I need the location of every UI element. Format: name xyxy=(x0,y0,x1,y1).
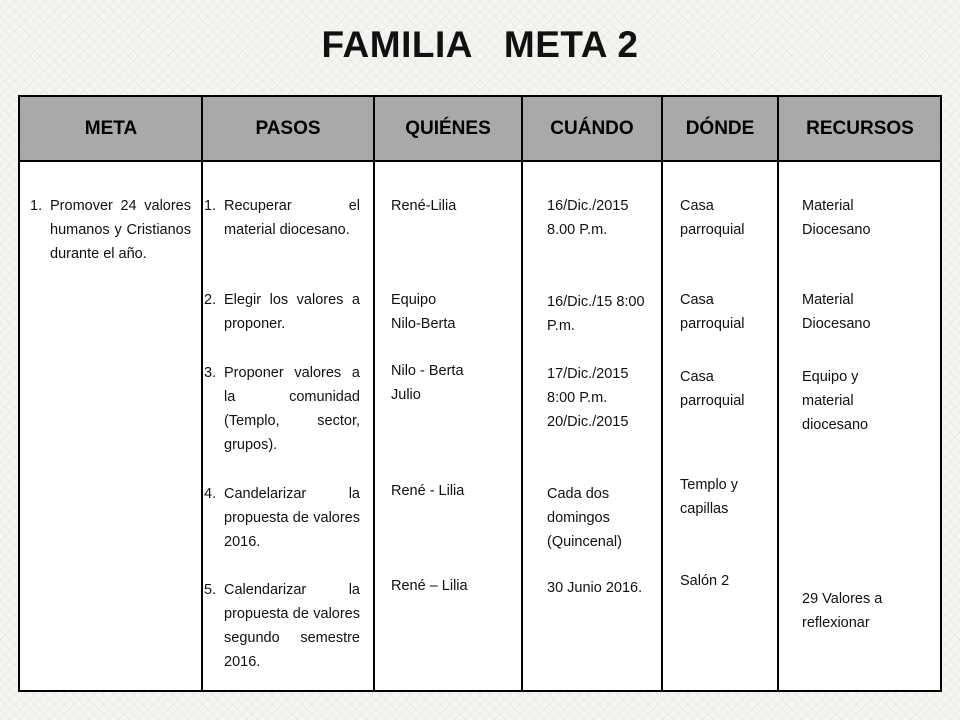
quienes-entry: René-Lilia xyxy=(391,198,457,214)
cuando-entry: 16/Dic./15 8:00 P.m. xyxy=(547,294,645,334)
pasos-item-number: 1. xyxy=(204,198,217,214)
pasos-item-number: 4. xyxy=(204,486,217,502)
pasos-item-text: Candelarizar la propuesta de valores 2016. xyxy=(224,486,360,550)
pasos-item xyxy=(204,194,360,242)
quienes-entry: Equipo Nilo-Berta xyxy=(391,292,456,332)
quienes-entry: Nilo - Berta Julio xyxy=(391,363,464,403)
pasos-item-number: 3. xyxy=(204,365,217,381)
header-meta: META xyxy=(84,118,138,139)
header-quienes: QUIÉNES xyxy=(405,118,491,139)
header-cuando: CUÁNDO xyxy=(550,118,634,139)
pasos-item-text: Calendarizar la propuesta de valores segundo semestre 2016. xyxy=(224,582,360,670)
pasos-item-number: 2. xyxy=(204,292,217,308)
pasos-item-text: Elegir los valores a proponer. xyxy=(224,292,360,332)
meta-item xyxy=(30,194,191,266)
cuando-entry: 17/Dic./2015 8:00 P.m. 20/Dic./2015 xyxy=(547,366,629,430)
table-header-row xyxy=(20,97,940,162)
cuando-entry: 16/Dic./2015 8.00 P.m. xyxy=(547,198,629,238)
donde-entry: Templo y capillas xyxy=(680,477,739,517)
pasos-item xyxy=(204,482,360,554)
pasos-item xyxy=(204,361,360,457)
pasos-item-text: Proponer valores a la comunidad (Templo, sector, grupos). xyxy=(224,365,360,453)
meta-item-text: Promover 24 valores humanos y Cristianos durante el año. xyxy=(50,198,191,262)
donde-entry: Salón 2 xyxy=(680,573,730,589)
meta-item-number: 1. xyxy=(30,198,43,214)
recursos-entry: 29 Valores a reflexionar xyxy=(802,591,883,631)
column-divider xyxy=(201,97,203,690)
cuando-entry: Cada dos domingos (Quincenal) xyxy=(547,486,622,550)
column-divider xyxy=(777,97,779,690)
page-title: FAMILIA META 2 xyxy=(321,24,639,65)
quienes-entry: René - Lilia xyxy=(391,483,465,499)
recursos-entry: Equipo y material diocesano xyxy=(802,369,869,433)
recursos-entry: Material Diocesano xyxy=(802,292,871,332)
recursos-entry: Material Diocesano xyxy=(802,198,871,238)
pasos-item xyxy=(204,578,360,674)
header-recursos: RECURSOS xyxy=(806,118,914,139)
pasos-item xyxy=(204,288,360,336)
pasos-item-number: 5. xyxy=(204,582,217,598)
cuando-entry: 30 Junio 2016. xyxy=(547,580,643,596)
quienes-entry: René – Lilia xyxy=(391,578,468,594)
donde-entry: Casa parroquial xyxy=(680,292,745,332)
donde-entry: Casa parroquial xyxy=(680,369,745,409)
column-divider xyxy=(661,97,663,690)
pasos-item-text: Recuperar el material diocesano. xyxy=(224,198,360,238)
header-pasos: PASOS xyxy=(255,118,321,139)
plan-table xyxy=(18,95,942,692)
column-divider xyxy=(521,97,523,690)
donde-entry: Casa parroquial xyxy=(680,198,745,238)
column-divider xyxy=(373,97,375,690)
header-donde: DÓNDE xyxy=(685,118,755,139)
